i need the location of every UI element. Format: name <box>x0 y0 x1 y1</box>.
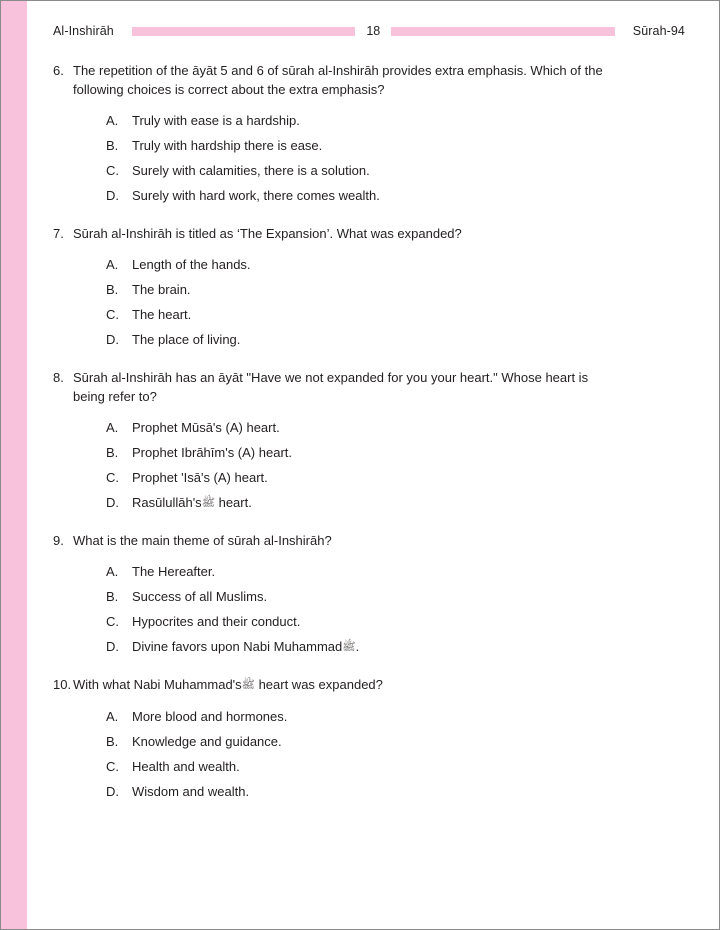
option-row[interactable] <box>27 469 681 487</box>
option-text: Surely with hard work, there comes wealth. <box>132 188 380 203</box>
option-text: Truly with hardship there is ease. <box>132 138 323 153</box>
option-text: Hypocrites and their conduct. <box>132 614 301 629</box>
option-letter: D. <box>106 332 119 347</box>
question-list <box>27 61 719 820</box>
option-text: The Hereafter. <box>132 564 216 579</box>
question-number: 8. <box>53 370 64 385</box>
option-row[interactable] <box>27 733 681 751</box>
option-row[interactable] <box>27 563 681 581</box>
option-text: The brain. <box>132 282 191 297</box>
option-letter: D. <box>106 784 119 799</box>
left-pink-band <box>1 1 27 929</box>
option-list <box>27 112 681 205</box>
sallallahu-symbol: ﷺ <box>201 497 215 509</box>
option-text: Surely with calamities, there is a solution. <box>132 163 370 178</box>
option-text: Prophet 'Isā's (A) heart. <box>132 470 268 485</box>
option-letter: B. <box>106 734 119 749</box>
question-heading <box>27 224 681 243</box>
question-text: The repetition of the āyāt 5 and 6 of sūrah al-Inshirāh provides extra emphasis. Which of the following choices is correct about the extra emphasis? <box>73 63 603 97</box>
option-letter: A. <box>106 564 119 579</box>
option-row[interactable] <box>27 783 681 801</box>
option-row[interactable] <box>27 444 681 462</box>
header-rule-left <box>132 27 356 36</box>
header-rule-right <box>391 27 615 36</box>
option-list <box>27 419 681 512</box>
question-block <box>27 61 681 205</box>
option-row[interactable] <box>27 419 681 437</box>
question-block <box>27 224 681 349</box>
option-row[interactable] <box>27 708 681 726</box>
question-heading <box>27 675 681 695</box>
question-block <box>27 675 681 801</box>
option-row[interactable] <box>27 162 681 180</box>
option-letter: D. <box>106 188 119 203</box>
option-letter: B. <box>106 138 119 153</box>
option-text: Prophet Mūsā's (A) heart. <box>132 420 280 435</box>
question-heading <box>27 531 681 550</box>
question-heading <box>27 61 681 99</box>
option-letter: D. <box>106 639 119 654</box>
question-text: What is the main theme of sūrah al-Inshirāh? <box>73 533 332 548</box>
option-text: Length of the hands. <box>132 257 251 272</box>
option-text: Truly with ease is a hardship. <box>132 113 300 128</box>
option-text: Prophet Ibrāhīm's (A) heart. <box>132 445 292 460</box>
question-text: Sūrah al-Inshirāh has an āyāt "Have we not expanded for you your heart." Whose heart is being refer to? <box>73 370 589 404</box>
option-row[interactable] <box>27 306 681 324</box>
option-row[interactable] <box>27 256 681 274</box>
option-letter: C. <box>106 470 119 485</box>
option-letter: C. <box>106 759 119 774</box>
option-text: The heart. <box>132 307 192 322</box>
question-number: 6. <box>53 63 64 78</box>
question-number: 9. <box>53 533 64 548</box>
option-text: Divine favors upon Nabi Muhammadﷺ. <box>132 639 360 654</box>
option-text: Wisdom and wealth. <box>132 784 250 799</box>
option-row[interactable] <box>27 494 681 512</box>
option-list <box>27 708 681 801</box>
question-number: 7. <box>53 226 64 241</box>
option-row[interactable] <box>27 331 681 349</box>
option-row[interactable] <box>27 758 681 776</box>
sallallahu-symbol: ﷺ <box>241 679 255 691</box>
option-letter: A. <box>106 113 119 128</box>
option-row[interactable] <box>27 187 681 205</box>
option-row[interactable] <box>27 281 681 299</box>
option-list <box>27 563 681 656</box>
option-list <box>27 256 681 349</box>
option-letter: C. <box>106 307 119 322</box>
option-text: Rasūlullāh'sﷺ heart. <box>132 495 252 510</box>
option-letter: A. <box>106 257 119 272</box>
option-row[interactable] <box>27 638 681 656</box>
question-block <box>27 531 681 656</box>
page-content <box>27 1 719 929</box>
question-text: Sūrah al-Inshirāh is titled as ‘The Expansion’. What was expanded? <box>73 226 462 241</box>
option-text: Knowledge and guidance. <box>132 734 282 749</box>
option-letter: C. <box>106 614 119 629</box>
page-number: 18 <box>366 24 381 38</box>
sallallahu-symbol: ﷺ <box>342 641 356 653</box>
option-row[interactable] <box>27 588 681 606</box>
option-letter: C. <box>106 163 119 178</box>
option-letter: A. <box>106 420 119 435</box>
question-heading <box>27 368 681 406</box>
page-header <box>27 20 719 42</box>
header-surah-label: Sūrah-94 <box>632 24 685 38</box>
header-surah-name: Al-Inshirāh <box>53 24 114 38</box>
option-text: Health and wealth. <box>132 759 240 774</box>
option-row[interactable] <box>27 613 681 631</box>
option-letter: B. <box>106 282 119 297</box>
question-number: 10. <box>53 677 72 692</box>
question-text: With what Nabi Muhammad'sﷺ heart was expanded? <box>73 677 383 692</box>
option-letter: D. <box>106 495 119 510</box>
question-block <box>27 368 681 512</box>
option-row[interactable] <box>27 137 681 155</box>
option-text: More blood and hormones. <box>132 709 288 724</box>
option-text: Success of all Muslims. <box>132 589 268 604</box>
option-letter: A. <box>106 709 119 724</box>
option-letter: B. <box>106 445 119 460</box>
option-row[interactable] <box>27 112 681 130</box>
option-text: The place of living. <box>132 332 241 347</box>
option-letter: B. <box>106 589 119 604</box>
